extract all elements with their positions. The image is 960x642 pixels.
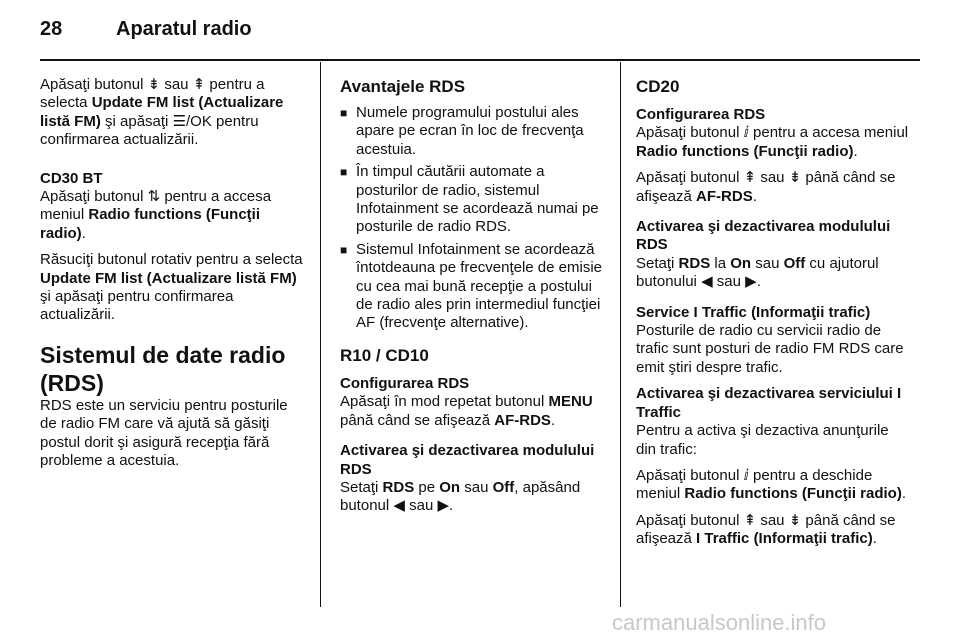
paragraph-traffic-intro: Pentru a activa şi dezactiva anunţurile din trafic: xyxy=(636,422,889,458)
list-item: ■ Numele programului postului ales apare pe ecran în loc de frecvenţa acestuia. xyxy=(340,104,584,158)
heading-rds-advantages: Avantajele RDS xyxy=(340,77,466,96)
paragraph-r10-toggle: Setaţi RDS pe On sau Off, apăsând butonul ◀ sau ▶. xyxy=(340,478,581,515)
info-icon: ⅈ xyxy=(743,124,749,142)
arrow-right-icon: ▶ xyxy=(437,497,450,515)
subheading-rds-toggle: Activarea şi dezactivarea modulului RDS xyxy=(636,218,891,254)
column-middle xyxy=(340,76,610,524)
seek-up-icon: ⇞ xyxy=(192,76,206,93)
subheading-traffic-toggle: Activarea şi dezactivarea serviciului I Traffic xyxy=(636,385,902,421)
column-divider xyxy=(320,62,321,607)
page-title: Aparatul radio xyxy=(116,18,252,40)
paragraph-traffic-info: Posturile de radio cu servicii radio de trafic sunt posturi de radio FM RDS care emit ştiri despre trafic. xyxy=(636,322,904,376)
section-title-rds: Sistemul de date radio (RDS) xyxy=(40,341,286,396)
column-divider xyxy=(620,62,621,607)
subheading-rds-config: Configurarea RDS xyxy=(340,374,470,392)
paragraph-update-fm: Apăsaţi butonul ⇟ sau ⇞ pentru a selecta Update FM list (Actualizare listă FM) şi apăsaţi ☰/OK pentru confirmarea actualizării. xyxy=(40,76,284,149)
list-item: ■ Sistemul Infotainment se acordează întotdeauna pe frecvenţele de emisie cu cea mai bună recepţie a postului de radio ales prin intermediul funcţiei AF (frecvenţe alternative). xyxy=(340,240,602,332)
paragraph-cd30-rotate: Răsuciţi butonul rotativ pentru a selecta Update FM list (Actualizare listă FM) şi apăsaţi pentru confirmarea actualizării. xyxy=(40,251,303,324)
subheading-rds-toggle: Activarea şi dezactivarea modulului RDS xyxy=(340,442,595,478)
paragraph-traffic-select: Apăsaţi butonul ⇞ sau ⇟ până când se afişează I Traffic (Informaţii trafic). xyxy=(636,511,896,548)
paragraph-traffic-menu: Apăsaţi butonul ⅈ pentru a deschide meniul Radio functions (Funcţii radio). xyxy=(636,466,907,503)
paragraph-cd20-af: Apăsaţi butonul ⇞ sau ⇟ până când se afişează AF-RDS. xyxy=(636,169,896,205)
seek-up-icon: ⇞ xyxy=(743,511,757,529)
bullet-icon: ■ xyxy=(340,106,348,120)
subheading-traffic-service: Service I Traffic (Informaţii trafic) xyxy=(636,303,871,321)
seek-up-icon: ⇞ xyxy=(743,169,757,187)
arrow-left-icon: ◀ xyxy=(701,273,713,291)
paragraph-r10-menu: Apăsaţi în mod repetat butonul MENU până când se afişează AF-RDS. xyxy=(340,393,593,429)
page-number: 28 xyxy=(40,18,63,40)
arrow-left-icon: ◀ xyxy=(393,497,405,515)
tone-icon: ⇅ xyxy=(147,188,161,206)
seek-down-icon: ⇟ xyxy=(147,76,161,93)
column-right xyxy=(636,76,912,557)
bullet-icon: ■ xyxy=(340,242,348,257)
watermark: carmanualsonline.info xyxy=(612,610,827,635)
arrow-right-icon: ▶ xyxy=(745,273,757,291)
paragraph-cd30-menu: Apăsaţi butonul ⇅ pentru a accesa meniul Radio functions (Funcţii radio). xyxy=(40,188,272,242)
subheading-rds-config: Configurarea RDS xyxy=(636,106,766,123)
seek-down-icon: ⇟ xyxy=(788,511,802,529)
heading-cd30: CD30 BT xyxy=(40,169,103,187)
advantages-list xyxy=(340,104,610,333)
paragraph-rds-intro: RDS este un serviciu pentru posturile de radio FM care vă ajută să găsiţi postul dorit şi asigură recepţia fără probleme a acestuia. xyxy=(40,396,288,470)
column-left xyxy=(40,76,308,479)
bullet-icon: ■ xyxy=(340,165,348,180)
header-rule xyxy=(40,59,920,61)
menu-icon: ☰ xyxy=(172,112,187,130)
heading-cd20: CD20 xyxy=(636,77,680,96)
seek-down-icon: ⇟ xyxy=(788,169,802,187)
info-icon: ⅈ xyxy=(743,466,749,484)
paragraph-cd20-toggle: Setaţi RDS la On sau Off cu ajutorul butonului ◀ sau ▶. xyxy=(636,254,879,291)
paragraph-cd20-menu: Apăsaţi butonul ⅈ pentru a accesa meniul Radio functions (Funcţii radio). xyxy=(636,124,909,160)
list-item: ■ În timpul căutării automate a posturilor de radio, sistemul Infotainment se acordează numai pe posturile de radio RDS. xyxy=(340,163,599,236)
heading-r10-cd10: R10 / CD10 xyxy=(340,345,429,365)
